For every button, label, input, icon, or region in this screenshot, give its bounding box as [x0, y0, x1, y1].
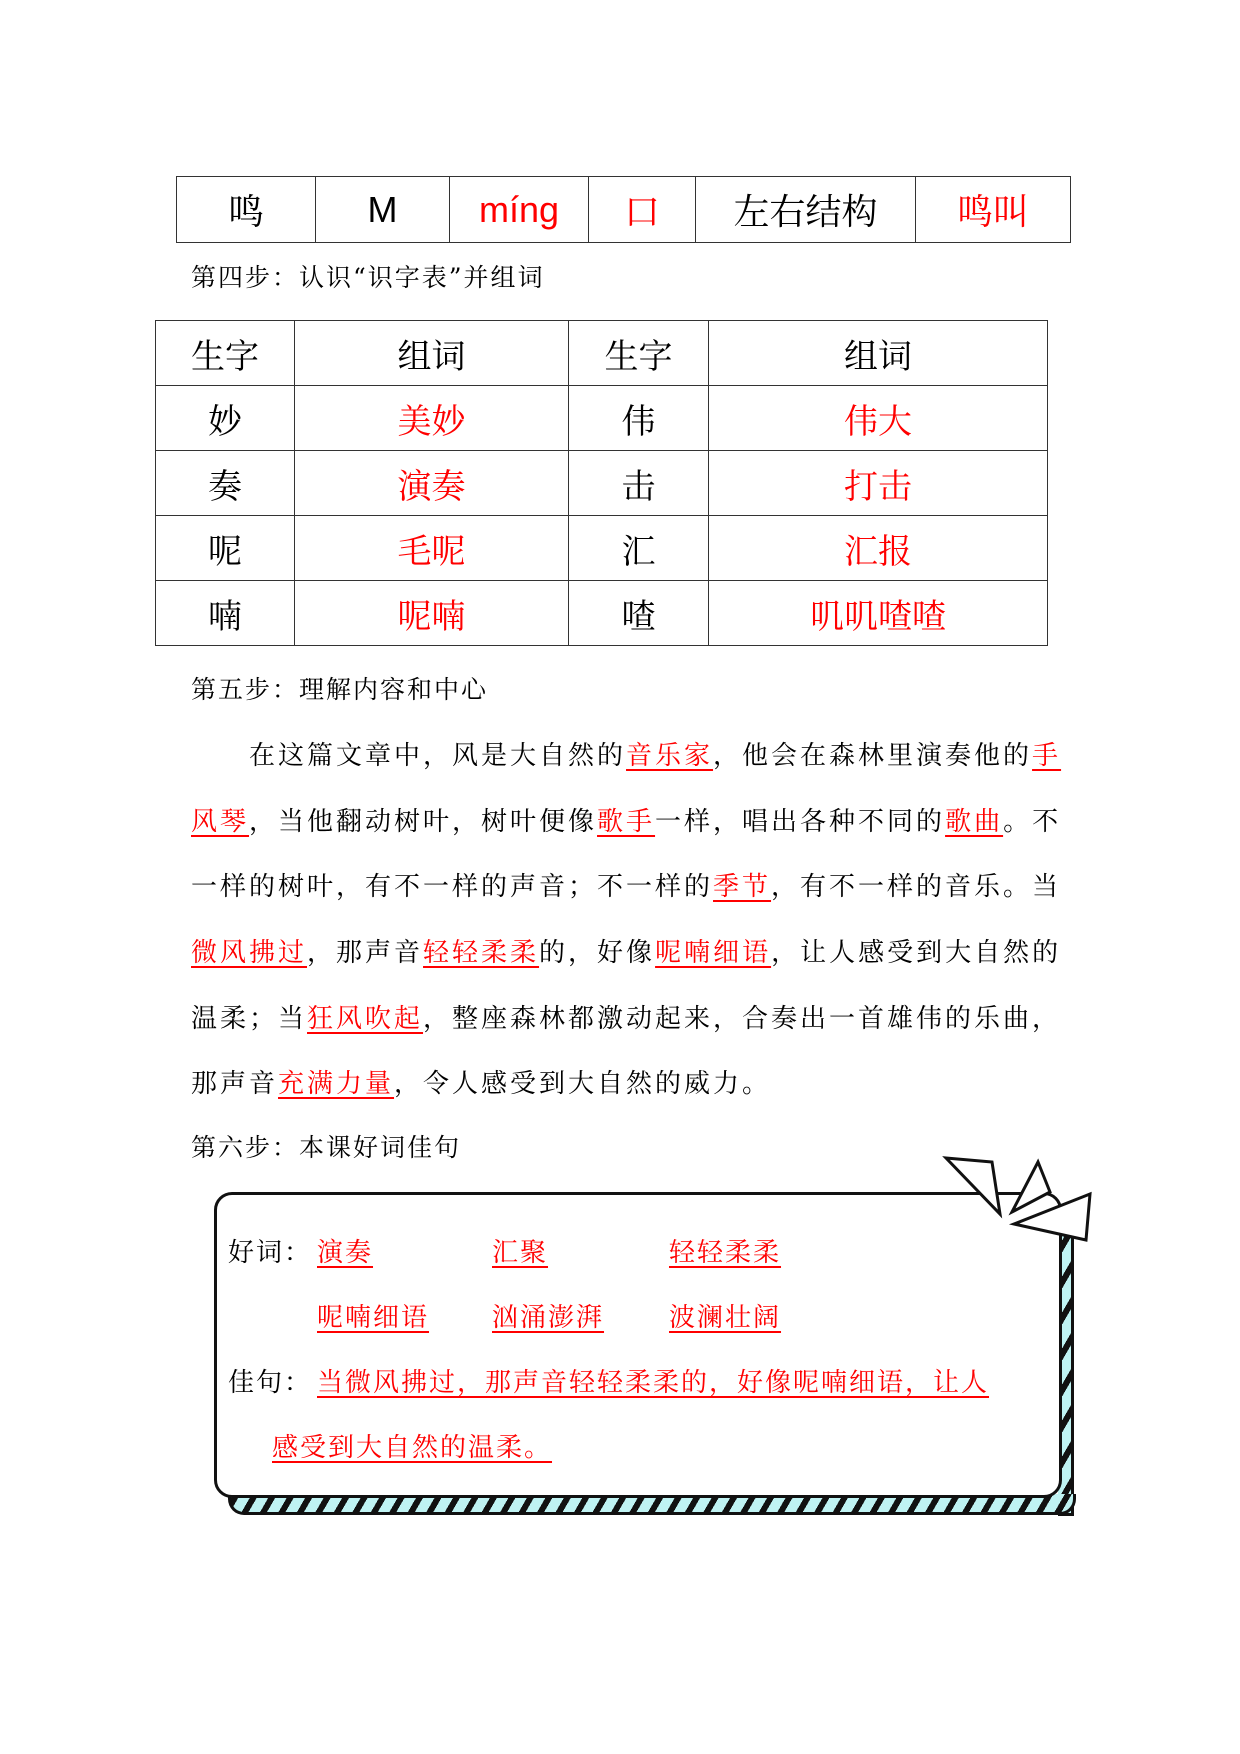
good-word: 波澜壮阔 — [669, 1303, 782, 1333]
paragraph-line — [191, 801, 1061, 838]
good-sentence-line: 当微风拂过，那声音轻轻柔柔的，好像呢喃细语，让人 — [317, 1368, 990, 1398]
key-phrase: 呢喃细语 — [655, 938, 772, 968]
cell: 呢 — [156, 516, 295, 581]
header-cell: 组词 — [295, 321, 569, 386]
key-phrase: 充满力量 — [278, 1069, 395, 1099]
step5-heading: 第五步：理解内容和中心 — [191, 675, 489, 704]
cell: 汇 — [569, 516, 709, 581]
header-cell: 组词 — [709, 321, 1048, 386]
paragraph-line — [191, 1063, 771, 1100]
character: 鸣 — [177, 177, 316, 243]
cell: 伟大 — [709, 386, 1048, 451]
header-cell: 生字 — [569, 321, 709, 386]
key-phrase: 轻轻柔柔 — [423, 938, 540, 968]
key-phrase: 手 — [1032, 741, 1062, 771]
header-cell: 生字 — [156, 321, 295, 386]
cell: 喃 — [156, 581, 295, 646]
text-segment: ，那声音 — [307, 938, 424, 968]
text-segment: 一样的树叶，有不一样的声音；不一样的 — [191, 872, 714, 902]
cell: 打击 — [709, 451, 1048, 516]
cell: 毛呢 — [295, 516, 569, 581]
good-sentence-line: 感受到大自然的温柔。 — [272, 1433, 553, 1463]
text-segment: ，整座森林都激动起来，合奏出一首雄伟的乐曲， — [423, 1004, 1062, 1034]
cell: 奏 — [156, 451, 295, 516]
text-segment: ，让人感受到大自然的 — [771, 938, 1062, 968]
cell: 伟 — [569, 386, 709, 451]
step6-heading: 第六步：本课好词佳句 — [191, 1133, 462, 1162]
paper-bow-icon — [940, 1150, 1100, 1260]
key-phrase: 音乐家 — [626, 741, 714, 771]
good-word: 轻轻柔柔 — [669, 1238, 782, 1268]
cell: 叽叽喳喳 — [709, 581, 1048, 646]
text-segment: 那声音 — [191, 1069, 279, 1099]
key-phrase: 风琴 — [191, 807, 250, 837]
key-phrase: 狂风吹起 — [307, 1004, 424, 1034]
paragraph-line — [191, 998, 1061, 1035]
structure: 左右结构 — [696, 177, 916, 243]
paragraph-line — [191, 932, 1061, 969]
good-words-label: 好词： — [228, 1238, 313, 1268]
table-row — [156, 581, 1048, 646]
step4-heading: 第四步：认识“识字表”并组词 — [191, 263, 545, 292]
text-segment: 温柔；当 — [191, 1004, 308, 1034]
cell: 妙 — [156, 386, 295, 451]
good-word: 汹涌澎湃 — [492, 1303, 605, 1333]
good-word: 呢喃细语 — [317, 1303, 430, 1333]
cell: 呢喃 — [295, 581, 569, 646]
key-phrase: 歌曲 — [945, 807, 1004, 837]
table-row — [156, 516, 1048, 581]
cell: 美妙 — [295, 386, 569, 451]
good-word: 演奏 — [317, 1238, 374, 1268]
text-segment: 在这篇文章中，风是大自然的 — [249, 741, 627, 771]
table-header — [156, 321, 1048, 386]
text-segment: 的，好像 — [539, 938, 656, 968]
character-info-table — [176, 176, 1071, 243]
key-phrase: 歌手 — [597, 807, 656, 837]
cell: 汇报 — [709, 516, 1048, 581]
paragraph-line — [249, 735, 1061, 772]
initial: M — [316, 177, 450, 243]
vocabulary-table — [155, 320, 1048, 646]
good-word: 汇聚 — [492, 1238, 549, 1268]
key-phrase: 微风拂过 — [191, 938, 308, 968]
text-segment: ，当他翻动树叶，树叶便像 — [249, 807, 598, 837]
table-row — [156, 451, 1048, 516]
text-segment: ，他会在森林里演奏他的 — [713, 741, 1033, 771]
cell: 喳 — [569, 581, 709, 646]
radical: 口 — [589, 177, 696, 243]
cell: 击 — [569, 451, 709, 516]
cell: 演奏 — [295, 451, 569, 516]
table-row — [156, 386, 1048, 451]
text-segment: 。不 — [1003, 807, 1062, 837]
pinyin: míng — [450, 177, 589, 243]
text-segment: ，令人感受到大自然的威力。 — [394, 1069, 772, 1099]
example-word: 鸣叫 — [916, 177, 1071, 243]
text-segment: 一样，唱出各种不同的 — [655, 807, 946, 837]
good-sentence-label: 佳句： — [228, 1368, 313, 1398]
paragraph-line — [191, 866, 1061, 903]
key-phrase: 季节 — [713, 872, 772, 902]
text-segment: ，有不一样的音乐。当 — [771, 872, 1062, 902]
